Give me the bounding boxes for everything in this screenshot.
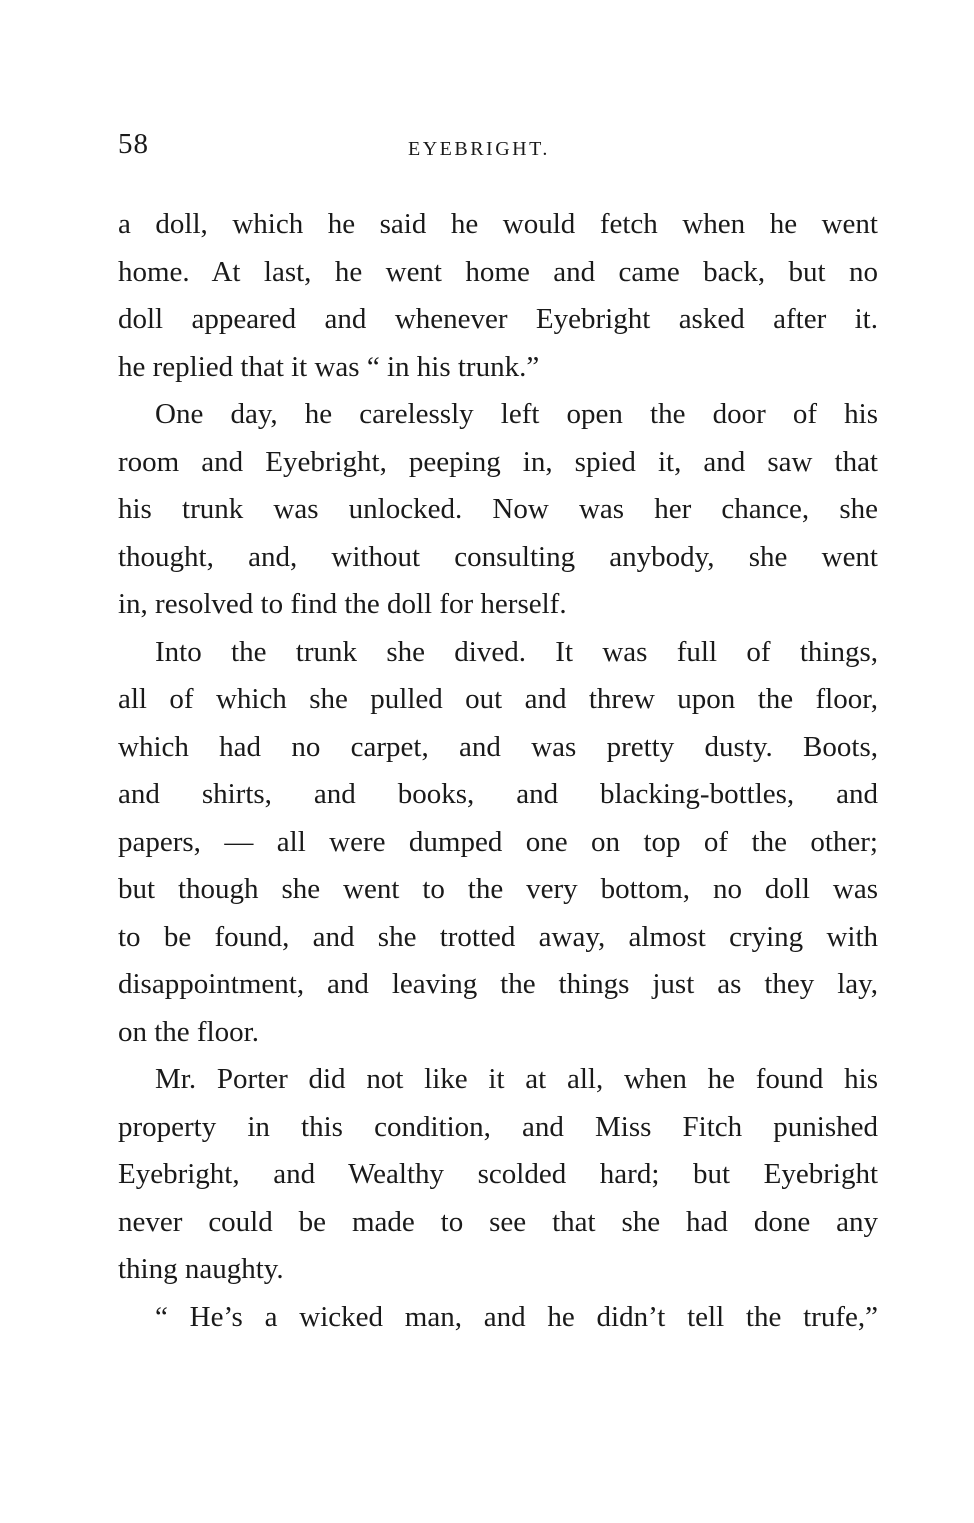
text-line: property in this condition, and Miss Fitch punished xyxy=(118,1110,878,1143)
text-line: to be found, and she trotted away, almost crying with xyxy=(118,920,878,953)
text-line: papers, — all were dumped one on top of the other; xyxy=(118,825,878,858)
text-line: and shirts, and books, and blacking-bottles, and xyxy=(118,778,878,810)
text-line: a doll, which he said he would fetch when he went xyxy=(118,208,878,240)
text-line: “ He’s a wicked man, and he didn’t tell the trufe,” xyxy=(155,1300,878,1333)
text-line: never could be made to see that she had done any xyxy=(118,1205,878,1238)
text-line: his trunk was unlocked. Now was her chance, she xyxy=(118,493,878,525)
text-line: on the floor. xyxy=(118,1015,259,1048)
page-number: 58 xyxy=(118,128,149,160)
body-text xyxy=(118,201,878,1341)
text-line: Mr. Porter did not like it at all, when he found his xyxy=(155,1063,878,1095)
text-line: thought, and, without consulting anybody, she went xyxy=(118,540,878,573)
text-line: Eyebright, and Wealthy scolded hard; but Eyebright xyxy=(118,1158,878,1190)
text-line: but though she went to the very bottom, no doll was xyxy=(118,873,878,905)
page-header xyxy=(118,128,878,168)
text-line: doll appeared and whenever Eyebright asked after it. xyxy=(118,303,878,335)
text-line: room and Eyebright, peeping in, spied it, and saw that xyxy=(118,445,878,478)
text-line: he replied that it was “ in his trunk.” xyxy=(118,350,540,383)
text-line: Into the trunk she dived. It was full of things, xyxy=(155,635,878,668)
text-line: home. At last, he went home and came back, but no xyxy=(118,255,878,288)
text-line: disappointment, and leaving the things just as they lay, xyxy=(118,968,878,1000)
text-line: which had no carpet, and was pretty dusty. Boots, xyxy=(118,730,878,763)
text-line: One day, he carelessly left open the door of his xyxy=(155,398,878,430)
text-line: in, resolved to find the doll for herself. xyxy=(118,588,567,620)
text-line: thing naughty. xyxy=(118,1253,284,1285)
running-head: EYEBRIGHT. xyxy=(408,138,550,160)
text-line: all of which she pulled out and threw upon the floor, xyxy=(118,683,878,715)
